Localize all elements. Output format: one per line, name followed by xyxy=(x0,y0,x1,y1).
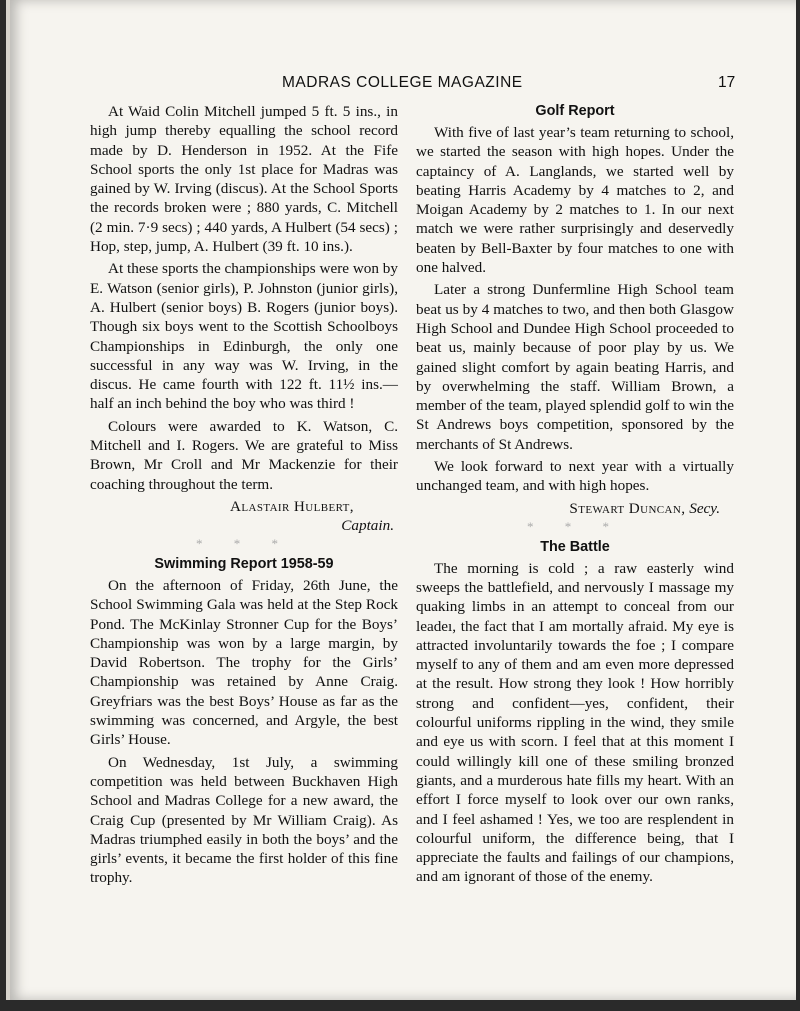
signature-role: Captain. xyxy=(341,516,394,534)
sports-signature-role-line xyxy=(90,516,398,535)
battle-title: The Battle xyxy=(540,538,610,555)
golf-paragraph: Later a strong Dunfermline High School team beat us by 4 matches to two, and then both Glasgow High School and Dundee High School proceeded to beat us, mainly because of poor play by us. We gained slight comfort by again beating Harris, and by overwhelming the staff. William Brown, a member of the team, played splendid golf to win the St Andrews boys competition, sponsored by the merchants of St Andrews. xyxy=(416,281,735,453)
left-column xyxy=(90,102,398,891)
sports-paragraph: At these sports the championships were won by E. Watson (senior girls), P. Johnston (junior girls), A. Hulbert (senior boys) B. Rogers (junior boys). Though six boys went to the Scottish Schoolboys Championships in Edinburgh, the only one successful in any way was W. Irving, in the discus. He came fourth with 122 ft. 11½ ins.—half an inch behind the boy who was third ! xyxy=(90,260,398,413)
page-header xyxy=(6,74,796,94)
sports-signature xyxy=(90,497,398,516)
page-number: 17 xyxy=(718,74,736,91)
golf-signature xyxy=(416,499,734,518)
magazine-title: MADRAS COLLEGE MAGAZINE xyxy=(282,74,523,91)
swimming-paragraph: On the afternoon of Friday, 26th June, the School Swimming Gala was held at the Step Rock Pond. The McKinlay Stronner Cup for the Boys’ Championship was won by a large margin, by David Robertson. The trophy for the Girls’ Championship was retained by Anne Craig. Greyfriars was the best Boys’ House as far as the swimming was concerned, and Argyle, the best Girls’ House. xyxy=(90,576,398,749)
section-separator: * * * xyxy=(527,518,623,534)
signature-name: Alastair Hulbert, xyxy=(229,497,354,515)
swimming-report-title: Swimming Report 1958-59 xyxy=(154,555,334,572)
sports-paragraph: At Waid Colin Mitchell jumped 5 ft. 5 ins., in high jump thereby equalling the school record made by D. Henderson in 1952. At the Fife School sports the only 1st place for Madras was gained by W. Irving (discus). At the School Sports the records broken were ; 880 yards, C. Mitchell (2 min. 7·9 secs) ; 440 yards, A Hulbert (54 secs) ; Hop, step, jump, A. Hulbert (39 ft. 10 ins.). xyxy=(90,103,398,256)
section-separator: * * * xyxy=(196,535,292,551)
magazine-page xyxy=(6,0,796,1000)
right-column xyxy=(416,102,734,890)
battle-paragraph: The morning is cold ; a raw easterly wind sweeps the battlefield, and nervously I massage my quaking limbs in an attempt to conceal from our leadeı, the fact that I am mortally afraid. My eye is attracted involuntarily towards the foe ; I compare myself to any of them and am even more depressed at the result. How strong they look ! How horribly strong and confident—yes, confident, their colourful uniforms rippling in the wind, they smile and eye us with scorn. I feel that at this moment I could willingly kill one of these smiling bronzed giants, and a murderous hate fills my heart. With an effort I force myself to look over our own ranks, and I feel ashamed ! Yes, we too are resplendent in colourful uniform, the difference being, that I appreciate the faults and failings of our champions, and am ignorant of those of the enemy. xyxy=(416,559,734,886)
golf-paragraph: We look forward to next year with a virtually unchanged team, and with high hopes. xyxy=(416,458,734,495)
golf-report-title: Golf Report xyxy=(535,103,615,119)
swimming-paragraph: On Wednesday, 1st July, a swimming competition was held between Buckhaven High School and Madras College for a new award, the Craig Cup (presented by Mr William Craig). As Madras triumphed easily in both the boys’ and the girls’ events, it became the first holder of this fine trophy. xyxy=(90,753,398,887)
golf-paragraph: With five of last year’s team returning to school, we started the season with high hopes. Under the captaincy of A. Langlands, we started well by beating Harris Academy by 4 matches to 2, and Moigan Academy by 2 matches to 1. In our next match we were rather surprisingly and deservedly beaten by Bell-Baxter by four matches to one with one halved. xyxy=(416,124,734,277)
sports-paragraph: Colours were awarded to K. Watson, C. Mitchell and I. Rogers. We are grateful to Miss Brown, Mr Croll and Mr Mackenzie for their coaching throughout the term. xyxy=(90,417,398,493)
signature-name: Stewart Duncan, xyxy=(569,499,686,517)
signature-role: Secy. xyxy=(689,499,720,517)
